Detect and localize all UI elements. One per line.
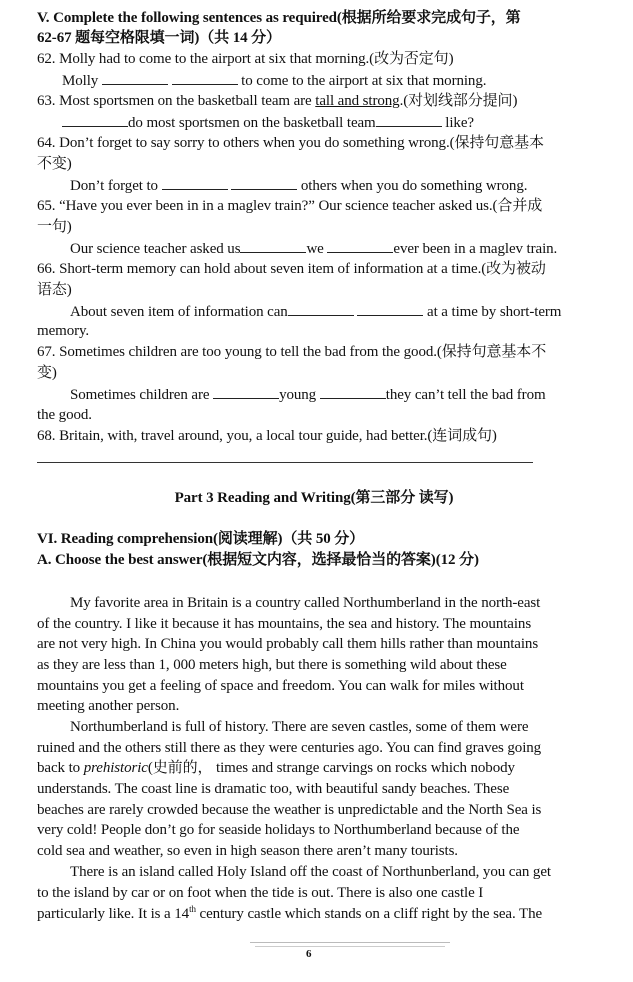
passage-text: particularly like. It is a 14 [37, 906, 190, 922]
answer-blank[interactable] [162, 175, 228, 190]
question-prompt: Molly had to come to the airport at six that morning.(改为否定句) [59, 51, 454, 67]
answer-text: Don’t forget to [70, 178, 158, 194]
passage-line: understands. The coast line is dramatic too, with beautiful sandy beaches. These [37, 781, 510, 797]
answer-62 [62, 70, 618, 91]
passage-line: beaches are rarely crowded because the weather is unpredictable and the North Sea is [37, 802, 542, 818]
answer-63 [62, 112, 618, 133]
underlined-phrase: tall and strong [315, 93, 400, 109]
answer-text: ever been in a maglev train. [393, 241, 558, 257]
question-64 [37, 133, 593, 153]
answer-text: we [306, 241, 324, 257]
answer-blank[interactable] [62, 112, 128, 127]
question-67 [37, 342, 593, 362]
question-number: 68. [37, 428, 56, 444]
passage-text: back to [37, 760, 84, 776]
passage-line: of the country. I like it because it has mountains, the sea and history. The mountains [37, 616, 532, 632]
passage-line: are not very high. In China you would probably call them hills rather than mountains [37, 636, 539, 652]
passage-text: (史前的， times and strange carvings on rocks which nobody [147, 760, 515, 776]
answer-68-line[interactable] [37, 462, 533, 463]
answer-blank[interactable] [320, 384, 386, 399]
question-63 [37, 91, 593, 111]
passage-line: Northumberland is full of history. There are seven castles, some of them were [70, 719, 529, 735]
passage-line: ruined and the others still there as they were centuries ago. You can find graves going [37, 740, 542, 756]
answer-blank[interactable] [327, 238, 393, 253]
section-vi-subtitle-a: A. Choose the best answer(根据短文内容，选择最恰当的答案)(12 分) [37, 552, 479, 568]
answer-64 [70, 175, 626, 196]
answer-text: others when you do something wrong. [300, 178, 528, 194]
answer-text: young [279, 387, 317, 403]
answer-blank[interactable] [240, 238, 306, 253]
question-67-cont: 变) [37, 365, 57, 381]
question-number: 67. [37, 344, 56, 360]
answer-text: like? [445, 115, 474, 131]
answer-text: do most sportsmen on the basketball team [128, 115, 376, 131]
answer-text: Our science teacher asked us [70, 241, 241, 257]
answer-66 [70, 301, 626, 322]
question-prompt: Britain, with, travel around, you, a local tour guide, had better.(连词成句) [59, 428, 497, 444]
question-66-cont: 语态) [37, 282, 72, 298]
passage-line [37, 904, 593, 924]
passage-line [37, 758, 593, 778]
answer-blank[interactable] [231, 175, 297, 190]
question-65 [37, 196, 593, 216]
passage-line: to the island by car or on foot when the tide is out. There is also one castle I [37, 885, 484, 901]
section-v-title: V. Complete the following sentences as required(根据所给要求完成句子，第 [37, 10, 521, 26]
question-prompt: Most sportsmen on the basketball team are [59, 93, 316, 109]
passage-line: There is an island called Holy Island off the coast of Northunberland, you can get [70, 864, 551, 880]
question-prompt: Sometimes children are too young to tell the bad from the good.(保持句意基本不 [59, 344, 547, 360]
passage-line: My favorite area in Britain is a country called Northumberland in the north-east [70, 595, 541, 611]
answer-blank[interactable] [172, 70, 238, 85]
answer-blank[interactable] [213, 384, 279, 399]
passage-line: very cold! People don’t go for seaside holidays to Northumberland because of the [37, 822, 520, 838]
question-66 [37, 259, 593, 279]
superscript: th [189, 904, 196, 914]
section-v-title-cont: 62-67 题每空格限填一词)（共 14 分） [37, 30, 281, 46]
passage-text: century castle which stands on a cliff right by the sea. The [195, 906, 543, 922]
answer-text: to come to the airport at six that morning. [241, 73, 487, 89]
passage-line: as they are less than 1, 000 meters high, but there is something wild about these [37, 657, 507, 673]
question-instruction: .(对划线部分提问) [399, 93, 518, 109]
answer-65 [70, 238, 626, 259]
part3-title [0, 488, 633, 508]
question-number: 62. [37, 51, 56, 67]
question-64-cont: 不变) [37, 156, 72, 172]
question-65-cont: 一句) [37, 219, 72, 235]
answer-text: at a time by short-term [427, 304, 562, 320]
section-vi-title: VI. Reading comprehension(阅读理解)（共 50 分） [37, 531, 365, 547]
answer-blank[interactable] [288, 301, 354, 316]
question-number: 64. [37, 135, 56, 151]
answer-blank[interactable] [376, 112, 442, 127]
answer-blank[interactable] [102, 70, 168, 85]
footer-rule [250, 942, 450, 943]
answer-text: About seven item of information can [70, 304, 288, 320]
answer-66-cont: memory. [37, 323, 90, 339]
question-prompt: Don’t forget to say sorry to others when you do something wrong.(保持句意基本 [59, 135, 544, 151]
question-number: 63. [37, 93, 56, 109]
passage-line: cold sea and weather, so even in high season there aren’t many tourists. [37, 843, 458, 859]
page-number: 6 [306, 948, 312, 960]
answer-text: they can’t tell the bad from [385, 387, 546, 403]
part3-title-text: Part 3 Reading and Writing(第三部分 读写) [174, 490, 454, 506]
italic-term: prehistoric [83, 760, 148, 776]
question-prompt: Short-term memory can hold about seven item of information at a time.(改为被动 [59, 261, 546, 277]
answer-text: Sometimes children are [70, 387, 210, 403]
answer-blank[interactable] [357, 301, 423, 316]
question-number: 65. [37, 198, 56, 214]
footer-rule [255, 946, 445, 947]
answer-67-cont: the good. [37, 407, 92, 423]
answer-67 [70, 384, 626, 405]
question-prompt: “Have you ever been in in a maglev train?” Our science teacher asked us.(合并成 [59, 198, 543, 214]
question-68 [37, 426, 593, 446]
passage-line: meeting another person. [37, 698, 180, 714]
question-number: 66. [37, 261, 56, 277]
answer-text: Molly [62, 73, 99, 89]
question-62 [37, 49, 593, 69]
passage-line: mountains you get a feeling of space and freedom. You can walk for miles without [37, 678, 524, 694]
